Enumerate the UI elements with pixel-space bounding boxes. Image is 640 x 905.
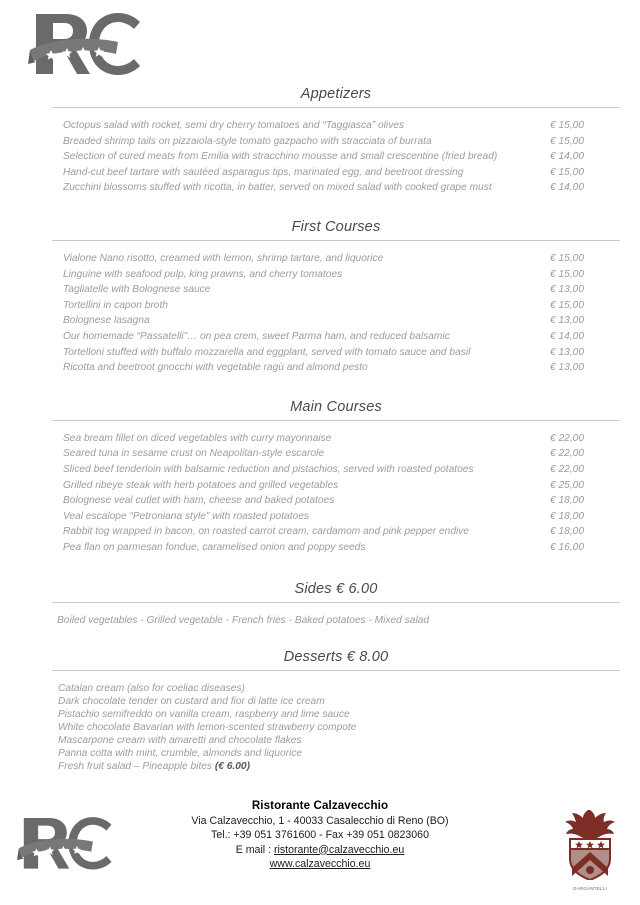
- section-heading: Desserts € 8.00: [283, 649, 389, 666]
- menu-item-price: € 13,00: [550, 284, 584, 296]
- dessert-item: [52, 708, 620, 721]
- section-divider: [52, 670, 620, 671]
- dessert-item: [52, 734, 620, 747]
- menu-item-row: [52, 346, 620, 362]
- menu-item-name: Tortellini in capon broth: [63, 299, 168, 311]
- section-desserts: [52, 649, 620, 773]
- menu-item-name: Seared tuna in sesame crust on Neapolitan-style escarole: [63, 448, 325, 460]
- menu-item-name: Vialone Nano risotto, creamed with lemon, shrimp tartare, and liquorice: [63, 252, 384, 264]
- header-logo: [22, 6, 162, 86]
- dessert-item: [52, 760, 620, 773]
- dessert-item: [52, 695, 620, 708]
- email-link[interactable]: ristorante@calzavecchio.eu: [273, 843, 405, 856]
- restaurant-name: Ristorante Calzavecchio: [251, 799, 389, 812]
- menu-item-price: € 18,00: [550, 526, 584, 538]
- section-sides: [52, 581, 620, 627]
- menu-item-row: [52, 166, 620, 182]
- menu-item-price: € 15,00: [550, 120, 584, 131]
- dessert-item-name: Mascarpone cream with amaretti and chocolate flakes: [58, 735, 302, 747]
- menu-item-row: [52, 510, 620, 526]
- menu-item-row: [52, 150, 620, 166]
- menu-item-price: € 22,00: [550, 448, 584, 460]
- restaurant-address: Via Calzavecchio, 1 - 40033 Casalecchio di Reno (BO): [191, 815, 449, 828]
- menu-item-name: Grilled ribeye steak with herb potatoes and grilled vegetables: [63, 479, 339, 491]
- crest-caption: GARGANTELLI: [572, 886, 608, 891]
- dessert-item: [52, 682, 620, 695]
- menu-item-row: [52, 479, 620, 495]
- menu-item-price: € 15,00: [550, 299, 584, 311]
- menu-item-price: € 18,00: [550, 495, 584, 507]
- dessert-list: [52, 682, 620, 773]
- section-heading: Appetizers: [300, 86, 372, 102]
- sides-list: Boiled vegetables - Grilled vegetable - French fries - Baked potatoes - Mixed salad: [57, 615, 430, 627]
- menu-item-name: Tagliatelle with Bolognese sauce: [63, 284, 211, 296]
- footer-contact-block: [0, 799, 640, 871]
- dessert-item: [52, 747, 620, 760]
- menu-item-name: Bolognese veal cutlet with ham, cheese and baked potatoes: [63, 495, 335, 507]
- section-heading: Main Courses: [290, 398, 382, 415]
- menu-item-row: [52, 119, 620, 135]
- section-heading: Sides € 6.00: [294, 581, 378, 598]
- menu-item-price: € 18,00: [550, 510, 584, 522]
- menu-item-name: Octopus salad with rocket, semi dry cherry tomatoes and “Taggiasca” olives: [63, 120, 405, 131]
- menu-item-price: € 16,00: [550, 541, 584, 553]
- menu-item-name: Rabbit tog wrapped in bacon, on roasted carrot cream, cardamom and pink pepper endive: [63, 526, 470, 538]
- menu-item-price: € 13,00: [550, 315, 584, 327]
- dessert-item-name: Fresh fruit salad – Pineapple bites: [58, 761, 215, 773]
- dessert-item-name: White chocolate Bavarian with lemon-scented strawberry compote: [58, 722, 357, 734]
- menu-item-name: Bolognese lasagna: [63, 315, 150, 327]
- restaurant-website-row: [0, 857, 640, 871]
- menu-item-name: Hand-cut beef tartare with sautéed asparagus tips, marinated egg, and beetroot dressing: [63, 166, 464, 178]
- section-divider: [52, 240, 620, 241]
- rc-monogram-icon: [22, 6, 162, 86]
- menu-item-row: [52, 541, 620, 557]
- menu-item-price: € 14,00: [550, 151, 584, 163]
- section-heading: First Courses: [291, 218, 381, 235]
- menu-item-name: Ricotta and beetroot gnocchi with vegetable ragù and almond pesto: [63, 362, 368, 374]
- menu-item-name: Breaded shrimp tails on pizzaiola-style tomato gazpacho with stracciata of burrata: [63, 135, 432, 147]
- menu-item-row: [52, 432, 620, 448]
- menu-item-row: [52, 447, 620, 463]
- menu-item-price: € 15,00: [550, 252, 584, 264]
- menu-item-row: [52, 330, 620, 346]
- menu-item-price: € 25,00: [550, 479, 584, 491]
- menu-item-row: [52, 314, 620, 330]
- menu-item-row: [52, 181, 620, 197]
- menu-item-name: Linguine with seafood pulp, king prawns, and cherry tomatoes: [63, 268, 343, 280]
- section-appetizers: [52, 86, 620, 197]
- menu-item-row: [52, 268, 620, 284]
- dessert-item-name: Dark chocolate tender on custard and fior di latte ice cream: [58, 696, 325, 708]
- menu-item-price: € 22,00: [550, 432, 584, 444]
- menu-item-list: [52, 252, 620, 377]
- menu-item-price: € 13,00: [550, 346, 584, 358]
- menu-item-price: € 15,00: [550, 268, 584, 280]
- menu-item-list: [52, 432, 620, 557]
- menu-item-name: Sliced beef tenderloin with balsamic reduction and pistachios, served with roasted potatoes: [63, 463, 474, 475]
- section-divider: [52, 420, 620, 421]
- menu-item-row: [52, 525, 620, 541]
- crest-icon: [556, 806, 624, 880]
- section-main-courses: [52, 399, 620, 557]
- menu-item-row: [52, 361, 620, 377]
- email-label: E mail :: [235, 843, 274, 856]
- menu-item-row: [52, 463, 620, 479]
- dessert-item-name: Panna cotta with mint, crumble, almonds and liquorice: [58, 748, 303, 760]
- dessert-item-name: Catalan cream (also for coeliac diseases): [58, 683, 245, 695]
- restaurant-email-row: [0, 843, 640, 857]
- menu-item-row: [52, 252, 620, 268]
- website-link[interactable]: www.calzavecchio.eu: [269, 857, 371, 870]
- heraldic-crest: [556, 806, 624, 890]
- menu-item-price: € 15,00: [550, 135, 584, 147]
- menu-item-name: Pea flan on parmesan fondue, caramelised onion and poppy seeds: [63, 541, 366, 553]
- menu-item-list: [52, 119, 620, 197]
- menu-item-price: € 14,00: [550, 330, 584, 342]
- menu-item-name: Selection of cured meats from Emilia with stracchino mousse and small crescentine (fried bread): [63, 151, 498, 163]
- section-first-courses: [52, 219, 620, 377]
- menu-item-row: [52, 135, 620, 151]
- menu-item-row: [52, 494, 620, 510]
- dessert-item-name: Pistachio semifreddo on vanilla cream, raspberry and lime sauce: [58, 709, 350, 721]
- menu-item-name: Veal escalope “Petroniana style” with roasted potatoes: [63, 510, 309, 522]
- dessert-item: [52, 721, 620, 734]
- menu-item-row: [52, 283, 620, 299]
- menu-item-row: [52, 299, 620, 315]
- crest-shield-icon: [570, 839, 610, 880]
- section-divider: [52, 602, 620, 603]
- menu-item-name: Zucchini blossoms stuffed with ricotta, in batter, served on mixed salad with cooked grape must: [63, 182, 492, 194]
- restaurant-phone-fax: Tel.: +39 051 3761600 - Fax +39 051 0823060: [211, 829, 429, 842]
- menu-body: [52, 86, 620, 779]
- menu-item-name: Tortelloni stuffed with buffalo mozzarella and eggplant, served with tomato sauce and basil: [63, 346, 471, 358]
- section-divider: [52, 107, 620, 108]
- menu-item-name: Our homemade “Passatelli”… on pea crem, sweet Parma ham, and reduced balsamic: [63, 330, 450, 342]
- dessert-item-note: (€ 6.00): [214, 761, 250, 773]
- menu-item-name: Sea bream fillet on diced vegetables with curry mayonnaise: [63, 432, 332, 444]
- menu-item-price: € 14,00: [550, 182, 584, 194]
- menu-item-price: € 15,00: [550, 166, 584, 178]
- menu-item-price: € 22,00: [550, 463, 584, 475]
- menu-item-price: € 13,00: [550, 362, 584, 374]
